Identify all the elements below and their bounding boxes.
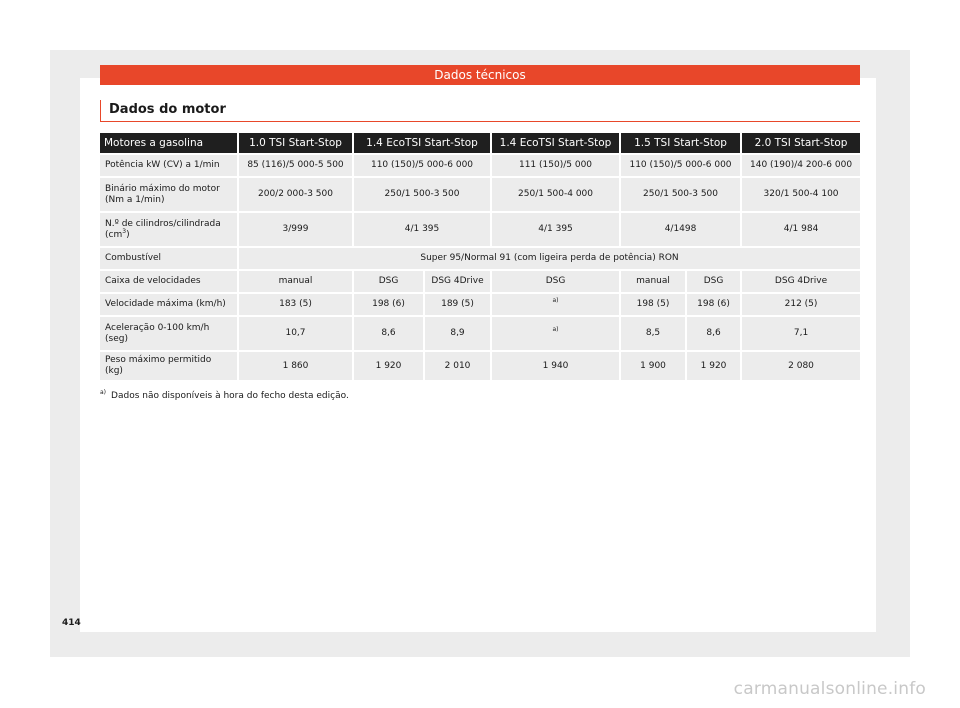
table-cell: 250/1 500-3 500	[621, 178, 740, 211]
table-cell: 7,1	[742, 317, 860, 350]
table-row-torque	[100, 178, 860, 211]
table-cell: DSG 4Drive	[425, 271, 490, 292]
superscript: 3	[122, 227, 127, 235]
table-cell	[492, 294, 619, 315]
row-label: Potência kW (CV) a 1/min	[100, 155, 237, 176]
table-cell: 8,6	[687, 317, 740, 350]
table-cell: 198 (6)	[687, 294, 740, 315]
header-engine-4: 1.5 TSI Start-Stop	[621, 133, 740, 153]
row-label-part: )	[126, 229, 130, 240]
table-cell: 10,7	[239, 317, 352, 350]
header-engine-3: 1.4 EcoTSI Start-Stop	[492, 133, 619, 153]
chapter-header: Dados técnicos	[100, 65, 860, 85]
table-cell: DSG 4Drive	[742, 271, 860, 292]
table-row-gearbox	[100, 271, 860, 292]
table-row-top-speed	[100, 294, 860, 315]
table-cell: 110 (150)/5 000-6 000	[354, 155, 490, 176]
footnote	[100, 389, 349, 401]
row-label-line: (seg)	[105, 333, 128, 344]
table-cell: 1 860	[239, 352, 352, 380]
table-cell: DSG	[687, 271, 740, 292]
table-cell: 111 (150)/5 000	[492, 155, 619, 176]
table-cell: 110 (150)/5 000-6 000	[621, 155, 740, 176]
header-engine-type: Motores a gasolina	[100, 133, 237, 153]
header-engine-1: 1.0 TSI Start-Stop	[239, 133, 352, 153]
table-cell: 4/1498	[621, 213, 740, 246]
table-cell: 212 (5)	[742, 294, 860, 315]
row-label: Combustível	[100, 248, 237, 269]
footnote-mark: a)	[100, 389, 107, 396]
row-label	[100, 317, 237, 350]
header-engine-2: 1.4 EcoTSI Start-Stop	[354, 133, 490, 153]
table-cell: 198 (5)	[621, 294, 685, 315]
table-row-acceleration	[100, 317, 860, 350]
table-cell: 320/1 500-4 100	[742, 178, 860, 211]
table-header-row	[100, 133, 860, 153]
table-cell: 4/1 395	[492, 213, 619, 246]
table-cell: 4/1 395	[354, 213, 490, 246]
table-cell: 250/1 500-4 000	[492, 178, 619, 211]
table-cell: 8,6	[354, 317, 423, 350]
table-cell	[492, 317, 619, 350]
table-cell: 85 (116)/5 000-5 500	[239, 155, 352, 176]
row-label	[100, 213, 237, 246]
row-label-line: Aceleração 0-100 km/h	[105, 322, 210, 333]
table-cell: Super 95/Normal 91 (com ligeira perda de potência) RON	[239, 248, 860, 269]
table-cell: manual	[621, 271, 685, 292]
row-label: Velocidade máxima (km/h)	[100, 294, 237, 315]
header-engine-5: 2.0 TSI Start-Stop	[742, 133, 860, 153]
table-row-power	[100, 155, 860, 176]
table-cell: 8,5	[621, 317, 685, 350]
table-row-fuel	[100, 248, 860, 269]
engine-data-table	[98, 131, 862, 382]
row-label: Caixa de velocidades	[100, 271, 237, 292]
table-cell: 200/2 000-3 500	[239, 178, 352, 211]
table-cell: 198 (6)	[354, 294, 423, 315]
row-label	[100, 178, 237, 211]
table-cell: DSG	[354, 271, 423, 292]
table-cell: 1 920	[687, 352, 740, 380]
table-cell: 8,9	[425, 317, 490, 350]
table-cell: 4/1 984	[742, 213, 860, 246]
footnote-ref: a)	[552, 297, 559, 304]
table-cell: 189 (5)	[425, 294, 490, 315]
table-cell: 1 940	[492, 352, 619, 380]
table-cell: 1 920	[354, 352, 423, 380]
table-cell: 2 080	[742, 352, 860, 380]
table-cell: 2 010	[425, 352, 490, 380]
watermark: carmanualsonline.info	[733, 679, 926, 699]
row-label-line: (Nm a 1/min)	[105, 194, 165, 205]
row-label: Peso máximo permitido (kg)	[100, 352, 237, 380]
table-cell: 1 900	[621, 352, 685, 380]
footnote-ref: a)	[552, 326, 559, 333]
row-label-part: (cm	[105, 229, 123, 240]
footnote-text: Dados não disponíveis à hora do fecho desta edição.	[111, 391, 349, 401]
table-row-cylinders	[100, 213, 860, 246]
table-row-weight	[100, 352, 860, 380]
table-cell: DSG	[492, 271, 619, 292]
row-label-line: Binário máximo do motor	[105, 183, 220, 194]
table-cell: 140 (190)/4 200-6 000	[742, 155, 860, 176]
row-label-line: N.º de cilindros/cilindrada	[105, 218, 221, 229]
section-title: Dados do motor	[100, 100, 860, 122]
table-cell: 250/1 500-3 500	[354, 178, 490, 211]
table-cell: 183 (5)	[239, 294, 352, 315]
table-cell: manual	[239, 271, 352, 292]
table-cell: 3/999	[239, 213, 352, 246]
page-number: 414	[62, 618, 81, 628]
